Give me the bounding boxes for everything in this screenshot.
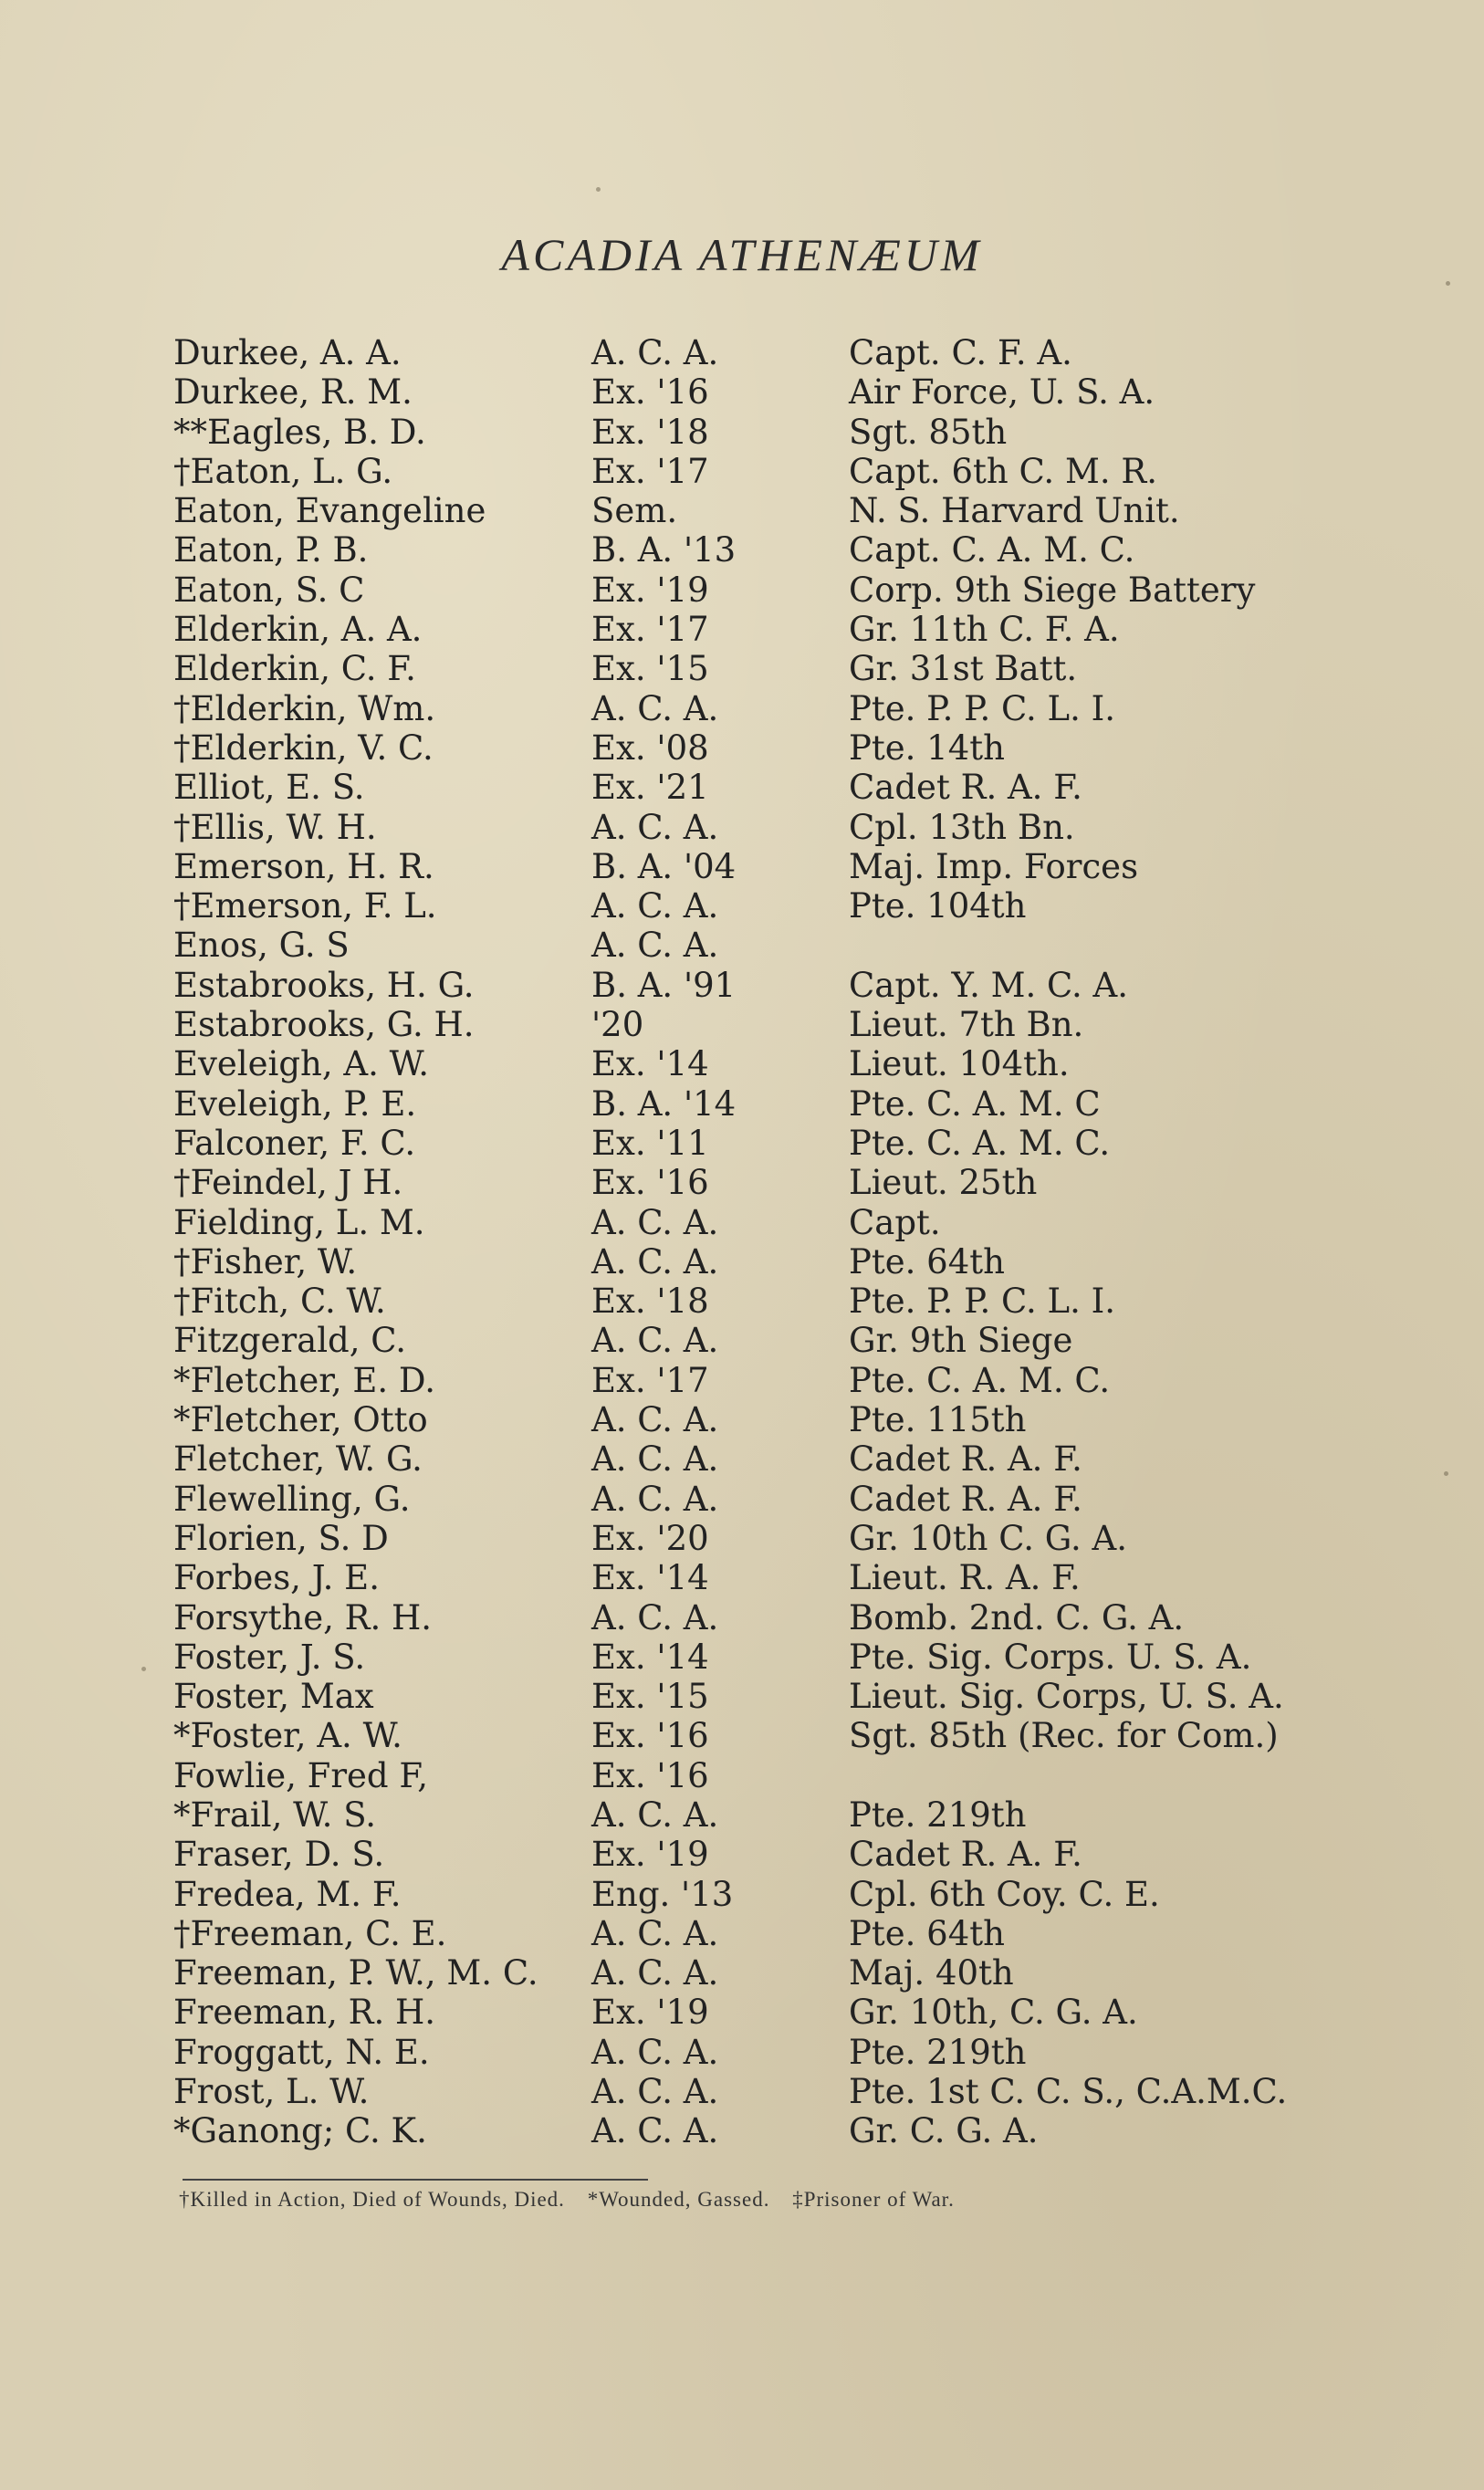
- roster-rank: Pte. 115th: [849, 1400, 1027, 1440]
- roster-class: A. C. A.: [591, 2072, 719, 2112]
- roster-class: A. C. A.: [591, 333, 719, 372]
- roster-class: Ex. '17: [591, 451, 709, 491]
- roster-class: Ex. '16: [591, 372, 709, 413]
- roster-row: [173, 1637, 1387, 1677]
- roster-name: Eveleigh, A. W.: [173, 1044, 429, 1084]
- roster-row: [173, 333, 1387, 372]
- roster-row: [173, 1321, 1387, 1360]
- paper-speck: [596, 187, 601, 192]
- roster-row: [173, 1282, 1387, 1321]
- roster-name: Estabrooks, G. H.: [173, 1005, 475, 1045]
- roster-name: †Elderkin, V. C.: [173, 727, 434, 768]
- roster-class: A. C. A.: [591, 2032, 719, 2072]
- roster-class: Ex. '19: [591, 1993, 709, 2033]
- roster-name: Eaton, P. B.: [173, 530, 369, 570]
- roster-name: Elderkin, C. F.: [173, 649, 416, 689]
- paper-speck: [1446, 281, 1450, 286]
- footnote-divider: [183, 2179, 648, 2181]
- roster-name: *Frail, W. S.: [173, 1794, 376, 1835]
- roster-row: [173, 728, 1387, 768]
- roster-name: Fletcher, W. G.: [173, 1439, 423, 1480]
- roster-class: Ex. '11: [591, 1123, 709, 1163]
- roster-rank: Cadet R. A. F.: [849, 1439, 1082, 1480]
- roster-rank: N. S. Harvard Unit.: [849, 491, 1180, 531]
- roster-rank: Lieut. R. A. F.: [849, 1558, 1081, 1598]
- roster-row: [173, 649, 1387, 688]
- roster-row: [173, 768, 1387, 807]
- roster-rank: Sgt. 85th (Rec. for Com.): [849, 1716, 1279, 1756]
- roster-class: B. A. '13: [591, 530, 737, 570]
- roster-name: Freeman, P. W., M. C.: [173, 1953, 538, 1993]
- roster-name: †Fitch, C. W.: [173, 1282, 386, 1322]
- roster-class: Ex. '14: [591, 1044, 709, 1084]
- roster-name: *Foster, A. W.: [173, 1716, 402, 1756]
- roster-rank: Sgt. 85th: [849, 412, 1008, 452]
- roster-name: Elderkin, A. A.: [173, 610, 423, 650]
- roster-name: Florien, S. D: [173, 1518, 389, 1558]
- roster-name: Freeman, R. H.: [173, 1993, 436, 2033]
- roster-rank: Capt. Y. M. C. A.: [849, 965, 1129, 1005]
- roster-row: [173, 1598, 1387, 1637]
- roster-rank: Cpl. 13th Bn.: [849, 807, 1075, 847]
- roster-rank: Pte. C. A. M. C.: [849, 1123, 1111, 1163]
- roster-row: [173, 413, 1387, 452]
- roster-class: Ex. '14: [591, 1637, 709, 1677]
- honour-roll-list: [173, 333, 1387, 2151]
- roster-class: A. C. A.: [591, 1400, 719, 1440]
- roster-row: [173, 1756, 1387, 1795]
- roster-rank: Gr. 31st Batt.: [849, 649, 1078, 689]
- roster-row: [173, 1163, 1387, 1202]
- roster-row: [173, 1795, 1387, 1835]
- roster-class: Ex. '20: [591, 1518, 709, 1558]
- footnote-wounded: *Wounded, Gassed.: [587, 2188, 770, 2211]
- roster-row: [173, 926, 1387, 965]
- paper-speck: [1444, 1471, 1448, 1476]
- roster-name: Flewelling, G.: [173, 1479, 411, 1519]
- roster-class: A. C. A.: [591, 1794, 719, 1835]
- roster-name: †Ellis, W. H.: [173, 807, 377, 847]
- roster-class: Ex. '14: [591, 1558, 709, 1598]
- roster-row: [173, 1677, 1387, 1716]
- roster-row: [173, 610, 1387, 649]
- roster-row: [173, 1875, 1387, 1914]
- roster-rank: Pte. 219th: [849, 1794, 1027, 1835]
- roster-row: [173, 1439, 1387, 1479]
- roster-rank: Pte. P. P. C. L. I.: [849, 1282, 1116, 1322]
- page-header: ACADIA ATHENÆUM: [501, 229, 983, 280]
- roster-row: [173, 1558, 1387, 1597]
- roster-name: *Fletcher, E. D.: [173, 1360, 436, 1400]
- roster-row: [173, 886, 1387, 926]
- roster-row: [173, 1953, 1387, 1993]
- roster-name: †Emerson, F. L.: [173, 886, 437, 926]
- roster-rank: Pte. C. A. M. C: [849, 1083, 1101, 1124]
- roster-class: Ex. '15: [591, 649, 709, 689]
- roster-class: A. C. A.: [591, 1479, 719, 1519]
- roster-name: †Fisher, W.: [173, 1241, 358, 1282]
- roster-name: Falconer, F. C.: [173, 1123, 416, 1163]
- footnote-killed: †Killed in Action, Died of Wounds, Died.: [179, 2188, 565, 2211]
- roster-name: *Ganong; C. K.: [173, 2111, 427, 2151]
- roster-rank: Lieut. 25th: [849, 1163, 1038, 1203]
- roster-row: [173, 2033, 1387, 2072]
- roster-row: [173, 966, 1387, 1005]
- roster-name: †Feindel, J H.: [173, 1163, 403, 1203]
- roster-row: [173, 491, 1387, 530]
- roster-rank: Gr. C. G. A.: [849, 2111, 1039, 2151]
- roster-rank: Air Force, U. S. A.: [849, 372, 1155, 413]
- roster-name: **Eagles, B. D.: [173, 412, 426, 452]
- roster-name: *Fletcher, Otto: [173, 1400, 428, 1440]
- roster-row: [173, 808, 1387, 847]
- roster-name: Fredea, M. F.: [173, 1874, 402, 1914]
- roster-class: Ex. '17: [591, 610, 709, 650]
- roster-class: B. A. '04: [591, 846, 737, 886]
- roster-class: '20: [591, 1005, 644, 1045]
- roster-name: Forsythe, R. H.: [173, 1597, 433, 1637]
- roster-name: Froggatt, N. E.: [173, 2032, 430, 2072]
- roster-rank: Cadet R. A. F.: [849, 1835, 1082, 1875]
- roster-class: A. C. A.: [591, 1953, 719, 1993]
- roster-row: [173, 1480, 1387, 1519]
- roster-name: †Elderkin, Wm.: [173, 688, 436, 728]
- roster-class: Ex. '19: [591, 570, 709, 610]
- roster-row: [173, 1044, 1387, 1083]
- roster-rank: Pte. 219th: [849, 2032, 1027, 2072]
- roster-class: A. C. A.: [591, 1439, 719, 1480]
- roster-class: Ex. '18: [591, 412, 709, 452]
- roster-name: Eaton, Evangeline: [173, 491, 486, 531]
- roster-rank: Cadet R. A. F.: [849, 768, 1082, 808]
- roster-rank: Capt. C. F. A.: [849, 333, 1072, 372]
- roster-row: [173, 2072, 1387, 2111]
- roster-name: Emerson, H. R.: [173, 846, 434, 886]
- roster-rank: Lieut. 104th.: [849, 1044, 1070, 1084]
- roster-row: [173, 1361, 1387, 1400]
- roster-class: Sem.: [591, 491, 678, 531]
- roster-row: [173, 372, 1387, 412]
- roster-class: Ex. '21: [591, 768, 709, 808]
- roster-rank: Bomb. 2nd. C. G. A.: [849, 1597, 1185, 1637]
- roster-class: Ex. '18: [591, 1282, 709, 1322]
- roster-class: A. C. A.: [591, 2111, 719, 2151]
- roster-rank: Maj. Imp. Forces: [849, 846, 1139, 886]
- roster-name: Fitzgerald, C.: [173, 1321, 406, 1361]
- roster-row: [173, 847, 1387, 886]
- roster-rank: Lieut. Sig. Corps, U. S. A.: [849, 1677, 1284, 1717]
- roster-row: [173, 689, 1387, 728]
- roster-name: Fowlie, Fred F,: [173, 1755, 429, 1795]
- roster-class: A. C. A.: [591, 688, 719, 728]
- roster-row: [173, 1400, 1387, 1439]
- roster-class: A. C. A.: [591, 926, 719, 966]
- roster-row: [173, 1835, 1387, 1874]
- roster-row: [173, 1993, 1387, 2032]
- roster-name: Enos, G. S: [173, 926, 350, 966]
- roster-class: A. C. A.: [591, 807, 719, 847]
- roster-name: Forbes, J. E.: [173, 1558, 380, 1598]
- roster-class: B. A. '14: [591, 1083, 737, 1124]
- roster-row: [173, 1124, 1387, 1163]
- roster-row: [173, 2111, 1387, 2150]
- roster-rank: Pte. C. A. M. C.: [849, 1360, 1111, 1400]
- roster-name: Durkee, R. M.: [173, 372, 413, 413]
- roster-row: [173, 1914, 1387, 1953]
- roster-name: Eveleigh, P. E.: [173, 1083, 417, 1124]
- roster-name: Estabrooks, H. G.: [173, 965, 475, 1005]
- roster-class: Ex. '19: [591, 1835, 709, 1875]
- roster-class: A. C. A.: [591, 886, 719, 926]
- roster-row: [173, 452, 1387, 491]
- roster-row: [173, 570, 1387, 610]
- roster-class: A. C. A.: [591, 1202, 719, 1242]
- roster-class: Ex. '16: [591, 1163, 709, 1203]
- roster-rank: Cpl. 6th Coy. C. E.: [849, 1874, 1160, 1914]
- roster-rank: Pte. P. P. C. L. I.: [849, 688, 1116, 728]
- roster-row: [173, 530, 1387, 570]
- roster-rank: Cadet R. A. F.: [849, 1479, 1082, 1519]
- roster-class: A. C. A.: [591, 1321, 719, 1361]
- roster-name: Fielding, L. M.: [173, 1202, 425, 1242]
- roster-name: †Eaton, L. G.: [173, 451, 393, 491]
- roster-row: [173, 1519, 1387, 1558]
- roster-class: Ex. '08: [591, 727, 709, 768]
- roster-row: [173, 1203, 1387, 1242]
- roster-class: Eng. '13: [591, 1874, 734, 1914]
- roster-rank: Maj. 40th: [849, 1953, 1014, 1993]
- roster-name: Foster, J. S.: [173, 1637, 366, 1677]
- roster-name: Elliot, E. S.: [173, 768, 365, 808]
- roster-class: Ex. '16: [591, 1716, 709, 1756]
- roster-class: Ex. '16: [591, 1755, 709, 1795]
- roster-rank: Capt. 6th C. M. R.: [849, 451, 1157, 491]
- roster-class: A. C. A.: [591, 1241, 719, 1282]
- roster-row: [173, 1005, 1387, 1044]
- roster-row: [173, 1716, 1387, 1755]
- roster-rank: Pte. 14th: [849, 727, 1005, 768]
- roster-rank: Pte. 64th: [849, 1913, 1005, 1953]
- roster-class: A. C. A.: [591, 1597, 719, 1637]
- roster-class: B. A. '91: [591, 965, 737, 1005]
- roster-rank: Gr. 10th C. G. A.: [849, 1518, 1127, 1558]
- footnote-prisoner: ‡Prisoner of War.: [792, 2188, 955, 2211]
- roster-class: Ex. '17: [591, 1360, 709, 1400]
- roster-rank: Pte. Sig. Corps. U. S. A.: [849, 1637, 1252, 1677]
- roster-rank: Pte. 104th: [849, 886, 1027, 926]
- roster-rank: Pte. 1st C. C. S., C.A.M.C.: [849, 2072, 1288, 2112]
- roster-name: Fraser, D. S.: [173, 1835, 385, 1875]
- roster-name: Eaton, S. C: [173, 570, 365, 610]
- roster-rank: Gr. 10th, C. G. A.: [849, 1993, 1138, 2033]
- roster-rank: Corp. 9th Siege Battery: [849, 570, 1256, 610]
- roster-row: [173, 1084, 1387, 1124]
- roster-rank: Gr. 11th C. F. A.: [849, 610, 1120, 650]
- roster-row: [173, 1242, 1387, 1282]
- roster-rank: Lieut. 7th Bn.: [849, 1005, 1084, 1045]
- roster-rank: Gr. 9th Siege: [849, 1321, 1073, 1361]
- paper-speck: [141, 1667, 146, 1671]
- footnote-legend: [179, 2188, 1320, 2212]
- roster-name: †Freeman, C. E.: [173, 1913, 447, 1953]
- roster-rank: Pte. 64th: [849, 1241, 1005, 1282]
- roster-class: A. C. A.: [591, 1913, 719, 1953]
- roster-rank: Capt.: [849, 1202, 941, 1242]
- roster-name: Frost, L. W.: [173, 2072, 370, 2112]
- roster-name: Durkee, A. A.: [173, 333, 402, 372]
- roster-rank: Capt. C. A. M. C.: [849, 530, 1135, 570]
- roster-name: Foster, Max: [173, 1677, 374, 1717]
- roster-class: Ex. '15: [591, 1677, 709, 1717]
